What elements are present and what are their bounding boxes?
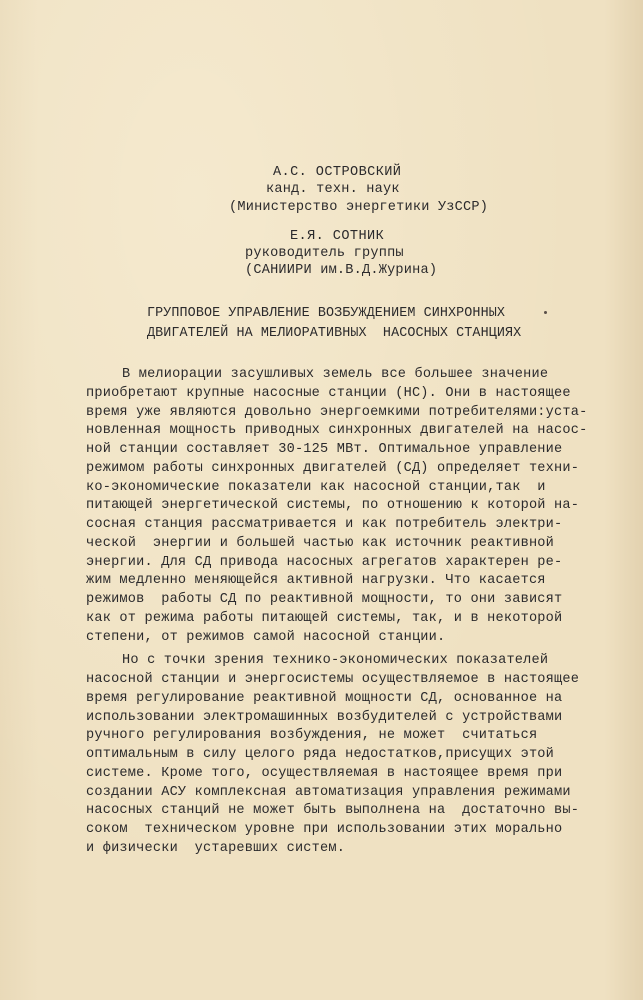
- paragraph2-line: оптимальным в силу целого ряда недостатков,присущих этой: [86, 747, 555, 762]
- paragraph1-line: ко-экономические показатели как насосной станции,так и: [86, 480, 546, 495]
- paragraph2-line: и физически устаревших систем.: [86, 841, 346, 856]
- paragraph2-line: Но с точки зрения технико-экономических показателей: [122, 653, 549, 668]
- author2-name: Е.Я. СОТНИК: [290, 229, 385, 244]
- paragraph1-line: приобретают крупные насосные станции (НС). Они в настоящее: [86, 386, 571, 401]
- paragraph1-line: энергии. Для СД привода насосных агрегатов характерен ре-: [86, 555, 563, 570]
- paragraph1-line: сосная станция рассматривается и как потребитель электри-: [86, 517, 563, 532]
- paragraph2-line: создании АСУ комплексная автоматизация управления режимами: [86, 785, 571, 800]
- paragraph1-line: питающей энергетической системы, по отношению к которой на-: [86, 498, 580, 513]
- author1-organization: (Министерство энергетики УзССР): [229, 200, 489, 215]
- paragraph1-line: степени, от режимов самой насосной станции.: [86, 630, 446, 645]
- paragraph1-line: В мелиорации засушливых земель все большее значение: [122, 367, 549, 382]
- author1-name: А.С. ОСТРОВСКИЙ: [273, 165, 402, 180]
- paragraph2-line: время регулирование реактивной мощности СД, основанное на: [86, 691, 563, 706]
- paragraph2-line: системе. Кроме того, осуществляемая в настоящее время при: [86, 766, 563, 781]
- paragraph2-line: соком техническом уровне при использовании этих морально: [86, 822, 563, 837]
- paragraph1-line: как от режима работы питающей системы, так, и в некоторой: [86, 611, 563, 626]
- title-line-2: ДВИГАТЕЛЕЙ НА МЕЛИОРАТИВНЫХ НАСОСНЫХ СТАНЦИЯХ: [147, 326, 522, 341]
- title-line-1: ГРУППОВОЕ УПРАВЛЕНИЕ ВОЗБУЖДЕНИЕМ СИНХРОННЫХ: [147, 306, 505, 321]
- author2-organization: (САНИИРИ им.В.Д.Журина): [245, 263, 438, 278]
- paragraph2-line: ручного регулирования возбуждения, не может считаться: [86, 728, 538, 743]
- paper-speck: [544, 311, 547, 314]
- paragraph1-line: новленная мощность приводных синхронных двигателей на насос-: [86, 423, 588, 438]
- paragraph2-line: насосной станции и энергосистемы осуществляемое в настоящее: [86, 672, 580, 687]
- paragraph2-line: использовании электромашинных возбудителей с устройствами: [86, 710, 563, 725]
- paragraph1-line: ной станции составляет 30-125 МВт. Оптимальное управление: [86, 442, 563, 457]
- paragraph1-line: режимов работы СД по реактивной мощности, то они зависят: [86, 592, 563, 607]
- paragraph1-line: режимом работы синхронных двигателей (СД) определяет техни-: [86, 461, 580, 476]
- paragraph1-line: ческой энергии и большей частью как источник реактивной: [86, 536, 555, 551]
- paragraph1-line: время уже являются довольно энергоемкими потребителями:уста-: [86, 405, 588, 420]
- author1-degree: канд. техн. наук: [266, 182, 400, 197]
- paragraph2-line: насосных станций не может быть выполнена на достаточно вы-: [86, 803, 580, 818]
- author2-position: руководитель группы: [245, 246, 404, 261]
- paragraph1-line: жим медленно меняющейся активной нагрузки. Что касается: [86, 573, 546, 588]
